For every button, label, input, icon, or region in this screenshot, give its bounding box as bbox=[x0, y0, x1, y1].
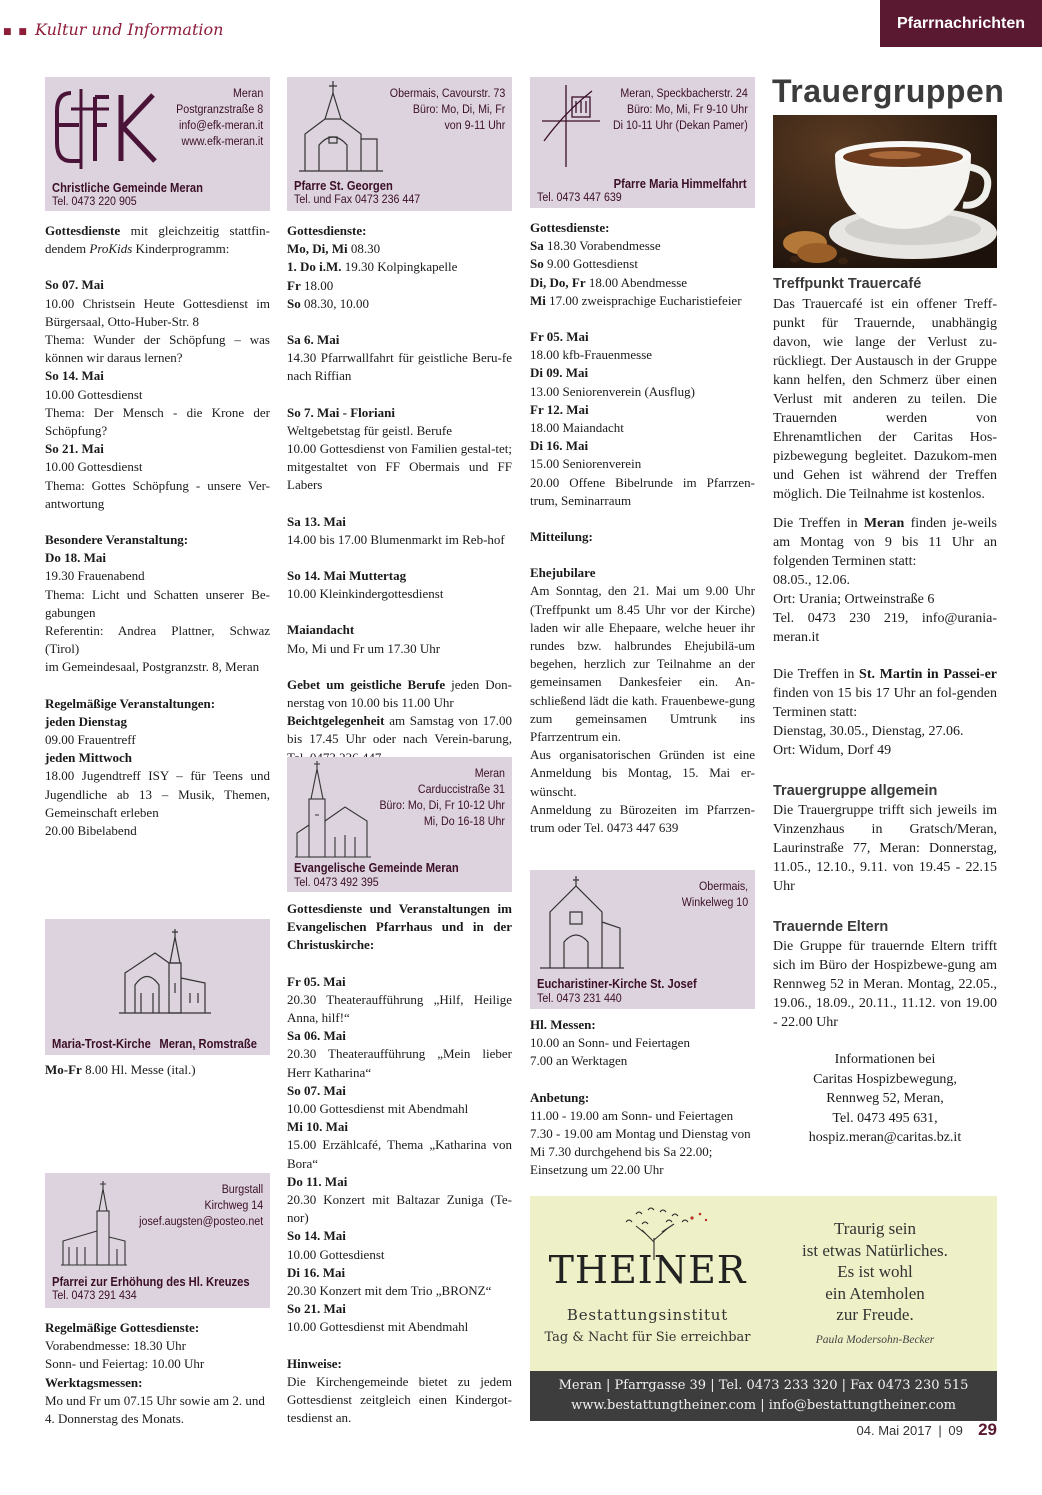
josef-address: Obermais, Winkelweg 10 bbox=[681, 879, 748, 909]
spacer bbox=[287, 603, 512, 621]
text-line: So 21. Mai bbox=[45, 441, 104, 457]
himmelfahrt-cross-icon bbox=[536, 81, 606, 171]
text-line: 20.30 Konzert mit dem Trio „BRONZ“ bbox=[287, 1283, 492, 1299]
theiner-subtitle: Bestattungsinstitut bbox=[566, 1306, 729, 1324]
spacer bbox=[287, 658, 512, 676]
text-line: So 14. Mai bbox=[287, 1228, 346, 1244]
josef-tel: Tel. 0473 231 440 bbox=[537, 991, 622, 1005]
text-line: So 08.30, 10.00 bbox=[287, 295, 369, 311]
spacer bbox=[530, 310, 755, 328]
text-line: jeden Dienstag bbox=[45, 713, 127, 729]
text-line: Mo, Di, Mi 08.30 bbox=[287, 241, 381, 257]
maria-trost-box bbox=[45, 919, 270, 1055]
trauernde-eltern-text: Die Gruppe für trauernde Eltern trifft sich im Büro der Hospizbewe-gung am Rennweg 52 in Meran. Montag, 22.05., 19.06., 18.09., 20.11., 11.12. von 19.00 - 22.00 Uhr bbox=[773, 939, 997, 1030]
text-line: Ehejubilare bbox=[530, 565, 596, 581]
passeier-ort: Ort: Widum, Dorf 49 bbox=[773, 743, 892, 758]
efk-tel: Tel. 0473 220 905 bbox=[52, 194, 137, 208]
trauernde-eltern-heading: Trauernde Eltern bbox=[773, 919, 889, 935]
text-line: Do 18. Mai bbox=[45, 550, 107, 566]
text-line: 10.00 Gottesdienst mit Abendmahl bbox=[287, 1319, 469, 1335]
theiner-web: www.bestattungtheiner.com | info@bestattungtheiner.com bbox=[571, 1398, 956, 1413]
issue-number: 09 bbox=[948, 1423, 963, 1438]
trauergruppe-allgemein-heading: Trauergruppe allgemein bbox=[773, 783, 938, 799]
text-line: 18.00 kfb-Frauenmesse bbox=[530, 347, 653, 363]
burgstall-text bbox=[45, 1319, 273, 1428]
theiner-tagline: Tag & Nacht für Sie erreichbar bbox=[544, 1330, 751, 1345]
spacer bbox=[530, 546, 755, 564]
theiner-quote: Traurig sein ist etwas Natürliches. Es ist wohl ein Atemholen zur Freude. bbox=[802, 1219, 948, 1324]
trauergruppe-allgemein-text: Die Trauergruppe trifft sich jeweils im Vinzenzhaus in Gratsch/Meran, Laurinstraße 77, Meran: Donnerstag, 11.05., 12.10., 9.11. von 19.45 - 22.15 Uhr bbox=[773, 803, 997, 894]
meran-ort: Ort: Urania; Ortweinstraße 6 bbox=[773, 592, 935, 607]
meran-info: Die Treffen in Meran finden je-weils am Montag von 9 bis 11 Uhr an folgenden Terminen statt: bbox=[773, 516, 997, 569]
section-title: Kultur und Information bbox=[35, 20, 224, 39]
burgstall-church-icon bbox=[59, 1181, 129, 1271]
trauercafe-text: Das Trauercafé ist ein offener Treff-punkt für Trauernde, unabhängig davon, wie lange der Verlust zu-rückliegt. Der Austausch in der Gruppe kann helfen, den Schmerz über einen Verlust mit anderen zu teilen. Die Trauernden werden von Ehrenamtlichen der Caritas Hos-pizbewegung begleitet. Dazukom-men und Gehen ist während der Treffen möglich. Die Teilnahme ist kostenlos. bbox=[773, 297, 997, 502]
maria-trost-text: Mo-Fr 8.00 Hl. Messe (ital.) bbox=[45, 1062, 196, 1077]
text-line: Sonn- und Feiertag: 10.00 Uhr bbox=[45, 1356, 205, 1372]
spacer bbox=[287, 1337, 512, 1355]
text-line: Gottesdienste: bbox=[530, 220, 610, 235]
text-line: Anmeldung zu Bürozeiten im Pfarrzen-trum oder Tel. 0473 447 639 bbox=[530, 801, 755, 836]
passeier-dates: Dienstag, 30.05., Dienstag, 27.06. bbox=[773, 724, 964, 739]
text-line: 20.00 Offene Bibelrunde im Pfarrzen-trum, Seminarraum bbox=[530, 474, 755, 508]
theiner-contact-strip bbox=[530, 1371, 997, 1421]
efk-box bbox=[45, 77, 270, 211]
text-line: Hl. Messen: bbox=[530, 1017, 596, 1032]
text-line: Do 11. Mai bbox=[287, 1173, 348, 1189]
text-line: Thema: Licht und Schatten unserer Be-gabungen bbox=[45, 586, 270, 620]
burgstall-address: Burgstall Kirchweg 14 josef.augsten@posteo.net bbox=[139, 1182, 263, 1228]
text-line: 14.00 bis 17.00 Blumenmarkt im Reb-hof bbox=[287, 531, 505, 547]
text-line: 7.30 - 19.00 am Montag und Dienstag von Mi 7.30 durchgehend bis Sa 22.00; Einsetzung um 22.00 Uhr bbox=[530, 1126, 751, 1178]
text-line: 10.00 an Sonn- und Feiertagen bbox=[530, 1035, 690, 1051]
text-line: Werktagsmessen: bbox=[45, 1374, 143, 1390]
text-line: Mo, Mi und Fr um 17.30 Uhr bbox=[287, 640, 441, 656]
georgen-text bbox=[287, 222, 512, 839]
issue-date: 04. Mai 2017 bbox=[856, 1423, 932, 1438]
passeier-info: Die Treffen in St. Martin in Passei-er finden von 15 bis 17 Uhr an fol-genden Terminen statt: bbox=[773, 667, 998, 720]
burgstall-box bbox=[45, 1173, 270, 1308]
spacer bbox=[287, 313, 512, 331]
josef-church-icon bbox=[536, 872, 626, 972]
text-line: 10.00 Gottesdienst bbox=[45, 459, 143, 475]
evangelisch-tel: Tel. 0473 492 395 bbox=[294, 875, 379, 889]
text-line: 18.00 Jugendtreff ISY – für Teens und Jugendliche ab 13 – Musik, Themen, Gemeinschaft erleben bbox=[45, 768, 270, 820]
text-line: 11.00 - 19.00 am Sonn- und Feiertagen bbox=[530, 1107, 734, 1123]
text-line: So 14. Mai bbox=[45, 368, 104, 384]
text-line: Sa 13. Mai bbox=[287, 513, 346, 529]
trauercafe-heading: Treffpunkt Trauercafé bbox=[773, 276, 922, 292]
text-line: 20.30 Theateraufführung „Mein lieber Herr Katharina“ bbox=[287, 1046, 512, 1080]
evangelisch-text bbox=[287, 900, 512, 1427]
himmelfahrt-text bbox=[530, 219, 755, 837]
text-line: Beichtgelegenheit am Samstag von 17.00 bis 17.45 Uhr oder nach Verein-barung, bbox=[287, 713, 512, 747]
text-line: Di 16. Mai bbox=[287, 1264, 346, 1280]
spacer bbox=[287, 955, 512, 973]
text-line: Hinweise: bbox=[287, 1355, 342, 1371]
text-line: 10.00 Christsein Heute Gottesdienst im Bürgersaal, Otto-Huber-Str. 8 bbox=[45, 295, 270, 329]
himmelfahrt-tel: Tel. 0473 447 639 bbox=[537, 190, 622, 204]
georgen-address: Obermais, Cavourstr. 73 Büro: Mo, Di, Mi, Fr von 9-11 Uhr bbox=[389, 86, 505, 132]
josef-text bbox=[530, 1016, 758, 1180]
text-line: Thema: Der Mensch - die Krone der Schöpfung? bbox=[45, 404, 270, 439]
text-line: 7.00 an Werktagen bbox=[530, 1053, 628, 1069]
efk-intro: Gottesdienste mit gleichzeitig stattfin-dendem ProKids Kinderprogramm: bbox=[45, 223, 270, 257]
text-line: Mi 17.00 zweisprachige Eucharistiefeier bbox=[530, 292, 742, 308]
text-line: Gottesdienste: bbox=[287, 223, 367, 238]
text-line: Gebet um geistliche Berufe jeden Don-nerstag von 10.00 bis 11.00 Uhr bbox=[287, 676, 512, 711]
meran-dates: 08.05., 12.06. bbox=[773, 573, 850, 588]
evangelisch-address: Meran Carduccistraße 31 Büro: Mo, Di, Fr 10-12 Uhr Mi, Do 16-18 Uhr bbox=[379, 766, 505, 828]
text-line: Mitteilung: bbox=[530, 529, 593, 545]
text-line: Fr 12. Mai bbox=[530, 401, 589, 417]
text-line: 1. Do i.M. 19.30 Kolpingkapelle bbox=[287, 259, 458, 275]
evangelisch-box bbox=[287, 757, 512, 892]
text-line: 13.00 Seniorenverein (Ausflug) bbox=[530, 383, 695, 399]
text-line: 15.00 Erzählcafé, Thema „Katharina von Bora“ bbox=[287, 1137, 512, 1171]
georgen-church-icon bbox=[295, 79, 385, 174]
spacer bbox=[530, 510, 755, 528]
text-line: So 9.00 Gottesdienst bbox=[530, 256, 638, 272]
text-line: 20.00 Bibelabend bbox=[45, 823, 137, 839]
text-line: Thema: Gottes Schöpfung - unsere Ver-antwortung bbox=[45, 477, 270, 511]
text-line: So 7. Mai - Floriani bbox=[287, 404, 395, 420]
text-line: Fr 05. Mai bbox=[287, 973, 346, 989]
text-line: Mi 10. Mai bbox=[287, 1119, 349, 1135]
georgen-name: Pfarre St. Georgen bbox=[294, 178, 393, 193]
text-line: So 14. Mai Muttertag bbox=[287, 568, 407, 584]
text-line: Fr 18.00 bbox=[287, 277, 334, 293]
maria-trost-place: Meran, Romstraße bbox=[159, 1036, 257, 1051]
text-line: Am Sonntag, den 21. Mai um 9.00 Uhr (Treffpunkt um 8.45 Uhr vor der Kirche) laden wir alle Ehepaare, welche heuer ihr rundes bzw. halbrundes Ehejubilä-um begehen, herzlich zur Teilnahme an der gemeinsamen Dankesfeier ein. An-schließend lädt die kath. Frauenbewe-gung zum gemeinsamen Umtrunk ins Pfarrzentrum ein. bbox=[530, 583, 755, 745]
text-line: Anbetung: bbox=[530, 1089, 590, 1105]
text-line: Sa 06. Mai bbox=[287, 1028, 346, 1044]
josef-name: Eucharistiner-Kirche St. Josef bbox=[537, 976, 697, 991]
text-line: Regelmäßige Veranstaltungen: bbox=[45, 695, 216, 711]
spacer bbox=[287, 386, 512, 404]
text-line: Weltgebetstag für geistl. Berufe bbox=[287, 422, 453, 438]
text-line: Vorabendmesse: 18.30 Uhr bbox=[45, 1338, 186, 1354]
text-line: So 21. Mai bbox=[287, 1301, 346, 1317]
burgstall-name: Pfarrei zur Erhöhung des Hl. Kreuzes bbox=[52, 1274, 250, 1289]
text-line: So 07. Mai bbox=[287, 1082, 346, 1098]
theiner-ad bbox=[530, 1196, 997, 1421]
text-line: 10.00 Gottesdienst bbox=[287, 1246, 385, 1262]
text-line: 14.30 Pfarrwallfahrt für geistliche Beru-fe nach Riffian bbox=[287, 350, 512, 384]
text-line: 19.30 Frauenabend bbox=[45, 568, 145, 584]
efk-address: Meran Postgranzstraße 8 info@efk-meran.it www.efk-meran.it bbox=[175, 86, 263, 148]
trauergruppen-title: Trauergruppen bbox=[772, 73, 1005, 109]
text-line: 20.30 Konzert mit Baltazar Zuniga (Te-nor) bbox=[287, 1192, 512, 1226]
spacer bbox=[45, 677, 270, 695]
text-line: Di 09. Mai bbox=[530, 365, 589, 381]
text-line: 20.30 Theateraufführung „Hilf, Heilige Anna, hilf!“ bbox=[287, 991, 512, 1026]
spacer bbox=[45, 513, 270, 531]
efk-logo bbox=[51, 85, 161, 170]
text-line: 09.00 Frauentreff bbox=[45, 732, 136, 748]
text-line: Sa 18.30 Vorabendmesse bbox=[530, 238, 661, 254]
himmelfahrt-address: Meran, Speckbacherstr. 24 Büro: Mo, Mi, Fr 9-10 Uhr Di 10-11 Uhr (Dekan Pamer) bbox=[613, 86, 748, 132]
text-line: im Gemeindesaal, Postgranzstr. 8, Meran bbox=[45, 659, 260, 675]
efk-name: Christliche Gemeinde Meran bbox=[52, 180, 203, 195]
text-line: Thema: Wunder der Schöpfung – was können wir daraus lernen? bbox=[45, 332, 270, 366]
page-footer: 04. Mai 2017 | 09 29 bbox=[856, 1420, 997, 1439]
maria-trost-name: Maria-Trost-Kirche Meran, Romstraße bbox=[52, 1036, 257, 1051]
coffee-photo bbox=[773, 115, 997, 268]
meran-tel: Tel. 0473 230 219, info@urania-meran.it bbox=[773, 611, 997, 645]
burgstall-tel: Tel. 0473 291 434 bbox=[52, 1288, 137, 1302]
spacer bbox=[287, 549, 512, 567]
text-line: Die Kirchengemeinde bietet zu jedem Gottesdienst zeitgleich einen Kindergot-tesdienst an. bbox=[287, 1373, 512, 1426]
theiner-brand: THEINER bbox=[548, 1248, 747, 1292]
text-line: 15.00 Seniorenverein bbox=[530, 456, 642, 472]
josef-box bbox=[530, 870, 755, 1009]
page-number: 29 bbox=[978, 1420, 997, 1439]
georgen-tel: Tel. und Fax 0473 236 447 bbox=[294, 192, 421, 206]
text-line: Di 16. Mai bbox=[530, 438, 589, 454]
evangelisch-name: Evangelische Gemeinde Meran bbox=[294, 860, 459, 875]
text-line: Sa 6. Mai bbox=[287, 332, 340, 348]
text-line: Fr 05. Mai bbox=[530, 329, 589, 345]
maria-trost-church-icon bbox=[115, 923, 215, 1023]
text-line: Maiandacht bbox=[287, 622, 355, 638]
theiner-contact: Meran | Pfarrgasse 39 | Tel. 0473 233 320 | Fax 0473 230 515 bbox=[558, 1378, 969, 1393]
text-line: jeden Mittwoch bbox=[45, 750, 133, 766]
text-line: 10.00 Gottesdienst mit Abendmahl bbox=[287, 1101, 469, 1117]
header-dots: ■ ■ bbox=[3, 27, 29, 37]
text-line: 18.00 Maiandacht bbox=[530, 420, 624, 436]
text-line: 10.00 Kleinkindergottesdienst bbox=[287, 586, 444, 602]
evangelisch-church-icon bbox=[293, 759, 373, 864]
spacer bbox=[287, 495, 512, 513]
text-line: 10.00 Gottesdienst von Familien gestal-tet; mitgestaltet von FF Obermais und FF Labers bbox=[287, 441, 512, 493]
text-line: Aus organisatorischen Gründen ist eine Anmeldung bis Montag, 15. Mai er-wünscht. bbox=[530, 747, 755, 799]
section-tab: Pfarrnachrichten bbox=[880, 0, 1042, 47]
text-line: So 07. Mai bbox=[45, 277, 104, 293]
text-line: Di, Do, Fr 18.00 Abendmesse bbox=[530, 274, 688, 290]
georgen-box bbox=[287, 77, 512, 211]
coffee-cup-image bbox=[773, 115, 997, 268]
text-line: Regelmäßige Gottesdienste: bbox=[45, 1320, 200, 1335]
caritas-info: Informationen bei Caritas Hospizbewegung, Rennweg 52, Meran, Tel. 0473 495 631, hospiz.meran@caritas.bz.it bbox=[808, 1052, 962, 1145]
text-line: Referentin: Andrea Plattner, Schwaz (Tirol) bbox=[45, 623, 270, 657]
text-line: 10.00 Gottesdienst bbox=[45, 386, 143, 402]
quote-author: Paula Modersohn-Becker bbox=[815, 1334, 935, 1346]
himmelfahrt-name: Pfarre Maria Himmelfahrt bbox=[614, 176, 747, 191]
efk-text bbox=[45, 222, 270, 840]
trauercafe-section bbox=[773, 275, 997, 1148]
spacer bbox=[530, 1071, 758, 1089]
text-line: Besondere Veranstaltung: bbox=[45, 532, 189, 548]
himmelfahrt-box bbox=[530, 77, 755, 208]
text-line: Mo und Fr um 07.15 Uhr sowie am 2. und 4. Donnerstag des Monats. bbox=[45, 1392, 265, 1427]
text-line: Gottesdienste und Veranstaltungen im Evangelischen Pfarrhaus und in der Christuskirche: bbox=[287, 901, 512, 953]
